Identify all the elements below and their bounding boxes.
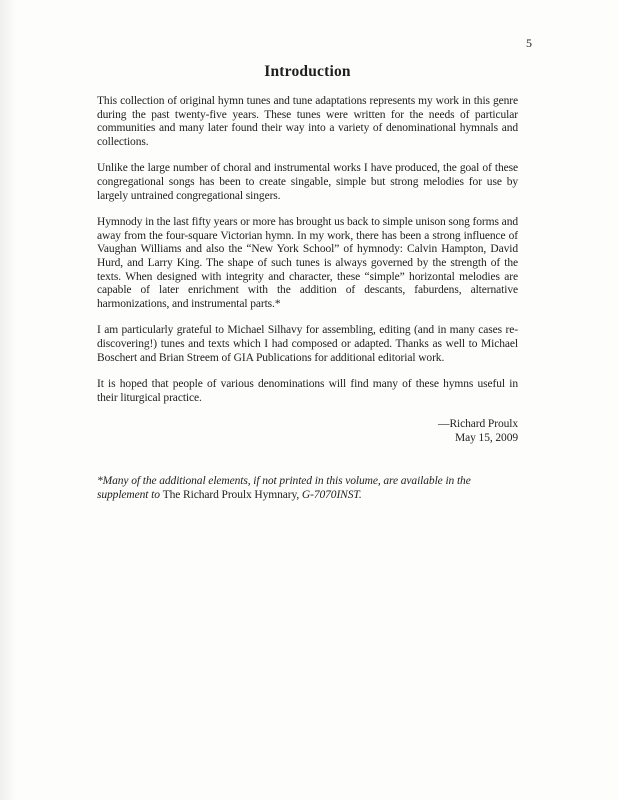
intro-paragraph-2: Unlike the large number of choral and instrumental works I have produced, the goal of these congregational songs has been to create singable, simple but strong melodies for use by largely untrained congregational singers. <box>97 162 518 202</box>
footnote <box>97 475 518 502</box>
page-content <box>97 0 518 503</box>
page-title: Introduction <box>264 63 351 80</box>
intro-paragraph-1: This collection of original hymn tunes and tune adaptations represents my work in this genre during the past twenty-five years. These tunes were written for the needs of particular communities and many later found their way into a variety of denominational hymnals and collections. <box>97 95 518 148</box>
signature-date: May 15, 2009 <box>454 431 518 444</box>
intro-paragraph-4: I am particularly grateful to Michael Silhavy for assembling, editing (and in many cases re-discovering!) tunes and texts which I had composed or adapted. Thanks as well to Michael Boschert and Brian Streem of GIA Publications for additional editorial work. <box>97 324 518 364</box>
signature-block <box>97 418 518 445</box>
page-number: 5 <box>526 36 532 50</box>
footnote-italic-lead: *Many of the additional elements, if not printed in this volume, are available in the supplement to <box>97 475 471 502</box>
signature-name: —Richard Proulx <box>438 418 518 431</box>
footnote-book-title: The Richard Proulx Hymnary, <box>162 489 302 502</box>
footnote-catalog-code: G-7070INST. <box>301 489 362 502</box>
intro-paragraph-5: It is hoped that people of various denominations will find many of these hymns useful in their liturgical practice. <box>97 378 518 404</box>
intro-paragraph-3: Hymnody in the last fifty years or more has brought us back to simple unison song forms and away from the four-square Victorian hymn. In my work, there has been a strong influence of Vaughan Williams and also the “New York School” of hymnody: Calvin Hampton, David Hurd, and Larry King. The shape of such tunes is always governed by the strength of the texts. When designed with integrity and character, these “simple” horizontal melodies are capable of later enrichment with the addition of descants, faburdens, alternative harmonizations, and instrumental parts.* <box>97 216 518 310</box>
